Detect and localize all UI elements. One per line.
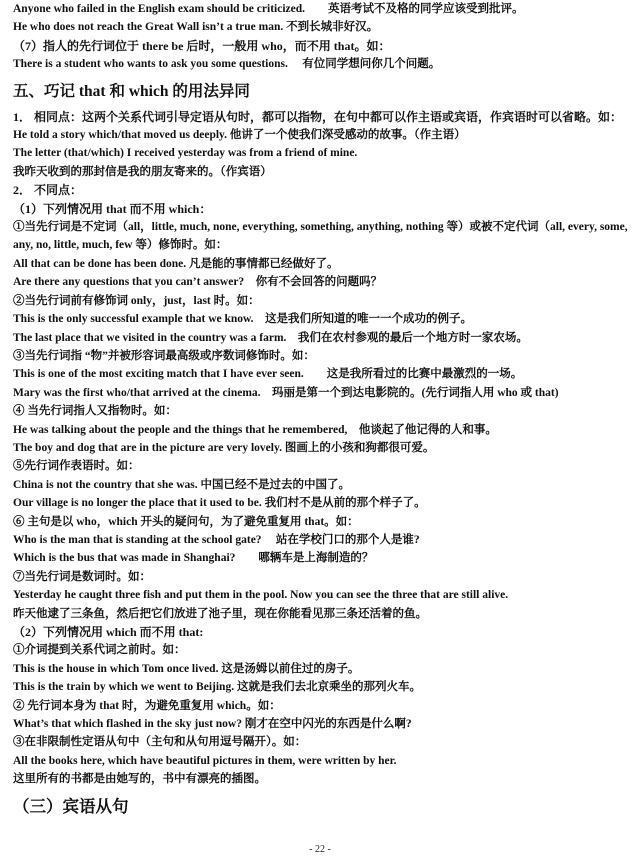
text-line: China is not the country that she was. 中国已经不是过去的中国了。	[13, 478, 351, 491]
text-line: This is the house in which Tom once lived. 这是汤姆以前住过的房子。	[13, 662, 360, 675]
text-line: He told a story which/that moved us deeply. 他讲了一个使我们深受感动的故事。（作主语）	[13, 129, 466, 142]
text-line: Our village is no longer the place that it used to be. 我们村不是从前的那个样子了。	[13, 497, 426, 510]
text-line: ② 先行词本身为 that 时，为避免重复用 which。如：	[13, 699, 281, 712]
text-line: 我昨天收到的那封信是我的朋友寄来的。（作宾语）	[13, 165, 272, 178]
text-line: ①当先行词是不定词（all，little, much, none, everything, something, anything, nothing 等）或被不定代词（all, every, some, any, no, little, much, few 等）修饰时。如：	[13, 221, 628, 252]
text-line: He who does not reach the Great Wall isn’t a true man. 不到长城非好汉。	[13, 21, 379, 34]
text-line: Are there any questions that you can’t answer? 你有不会回答的问题吗？	[13, 276, 383, 289]
section-heading: 五、巧记 that 和 which 的用法异同	[13, 82, 250, 100]
text-line: （2）下列情况用 which 而不用 that:	[13, 625, 204, 639]
text-line: Who is the man that is standing at the school gate? 站在学校门口的那个人是谁?	[13, 533, 420, 546]
text-line: Anyone who failed in the English exam should be criticized. 英语考试不及格的同学应该受到批评。	[13, 3, 524, 15]
section-heading: （三）宾语从句	[13, 796, 129, 816]
text-line: There is a student who wants to ask you some questions. 有位同学想问你几个问题。	[13, 58, 441, 71]
text-line: ②当先行词前有修饰词 only，just，last 时。如：	[13, 294, 260, 307]
text-line: Which is the bus that was made in Shanghai? 哪辆车是上海制造的？	[13, 552, 374, 565]
text-line: This is the train by which we went to Beijing. 这就是我们去北京乘坐的那列火车。	[13, 681, 421, 694]
text-line: He was talking about the people and the things that he remembered, 他谈起了他记得的人和事。	[13, 423, 497, 436]
text-line: ④ 当先行词指人又指物时。如：	[13, 405, 177, 418]
text-line: 2． 不同点：	[13, 183, 83, 198]
text-line: All the books here, which have beautiful pictures in them, were written by her.	[13, 754, 397, 767]
text-line: Yesterday he caught three fish and put them in the pool. Now you can see the three that are still alive.	[13, 589, 509, 602]
text-line: This is one of the most exciting match that I have ever seen. 这是我所看过的比赛中最激烈的一场。	[13, 368, 523, 381]
text-line: （1）下列情况用 that 而不用 which：	[13, 201, 212, 216]
main-block	[13, 108, 628, 789]
text-line: ⑤先行词作表语时。如：	[13, 460, 140, 473]
text-line: ①介词提到关系代词之前时。如：	[13, 644, 186, 657]
text-line: ⑥ 主句是以 who，which 开头的疑问句，为了避免重复用 that。如：	[13, 515, 359, 528]
text-line: All that can be done has been done. 凡是能的事情都已经做好了。	[13, 257, 339, 270]
text-line: What’s that which flashed in the sky just now? 刚才在空中闪光的东西是什么啊?	[13, 718, 412, 731]
text-line: This is the only successful example that we know. 这是我们所知道的唯一一个成功的例子。	[13, 313, 473, 326]
top-block	[13, 0, 628, 74]
text-line: 这里所有的书都是由她写的，书中有漂亮的插图。	[13, 773, 266, 786]
text-line: ③当先行词指 “物”并被形容词最高级或序数词修饰时。如：	[13, 349, 315, 362]
text-line: ⑦当先行词是数词时。如：	[13, 570, 151, 583]
text-line: The letter (that/which) I received yesterday was from a friend of mine.	[13, 147, 358, 160]
text-line: ③在非限制性定语从句中（主句和从句用逗号隔开）。如：	[13, 736, 307, 749]
text-line: The last place that we visited in the country was a farm. 我们在农村参观的最后一个地方时一家农场。	[13, 331, 528, 344]
text-line: 昨天他逮了三条鱼，然后把它们放进了池子里，现在你能看见那三条还活着的鱼。	[13, 607, 427, 620]
text-line: Mary was the first who/that arrived at the cinema. 玛丽是第一个到达电影院的。(先行词指人用 who 或 that)	[13, 386, 559, 399]
text-line: The boy and dog that are in the picture are very lovely. 图画上的小孩和狗都很可爱。	[13, 441, 435, 454]
text-line: （7）指人的先行词位于 there be 后时，一般用 who，而不用 that。如：	[13, 38, 391, 53]
page-number: - 22 -	[309, 844, 331, 855]
text-line: 1． 相同点：这两个关系代词引导定语从句时，都可以指物，在句中都可以作主语或宾语，作宾语时可以省略。如：	[13, 109, 623, 124]
